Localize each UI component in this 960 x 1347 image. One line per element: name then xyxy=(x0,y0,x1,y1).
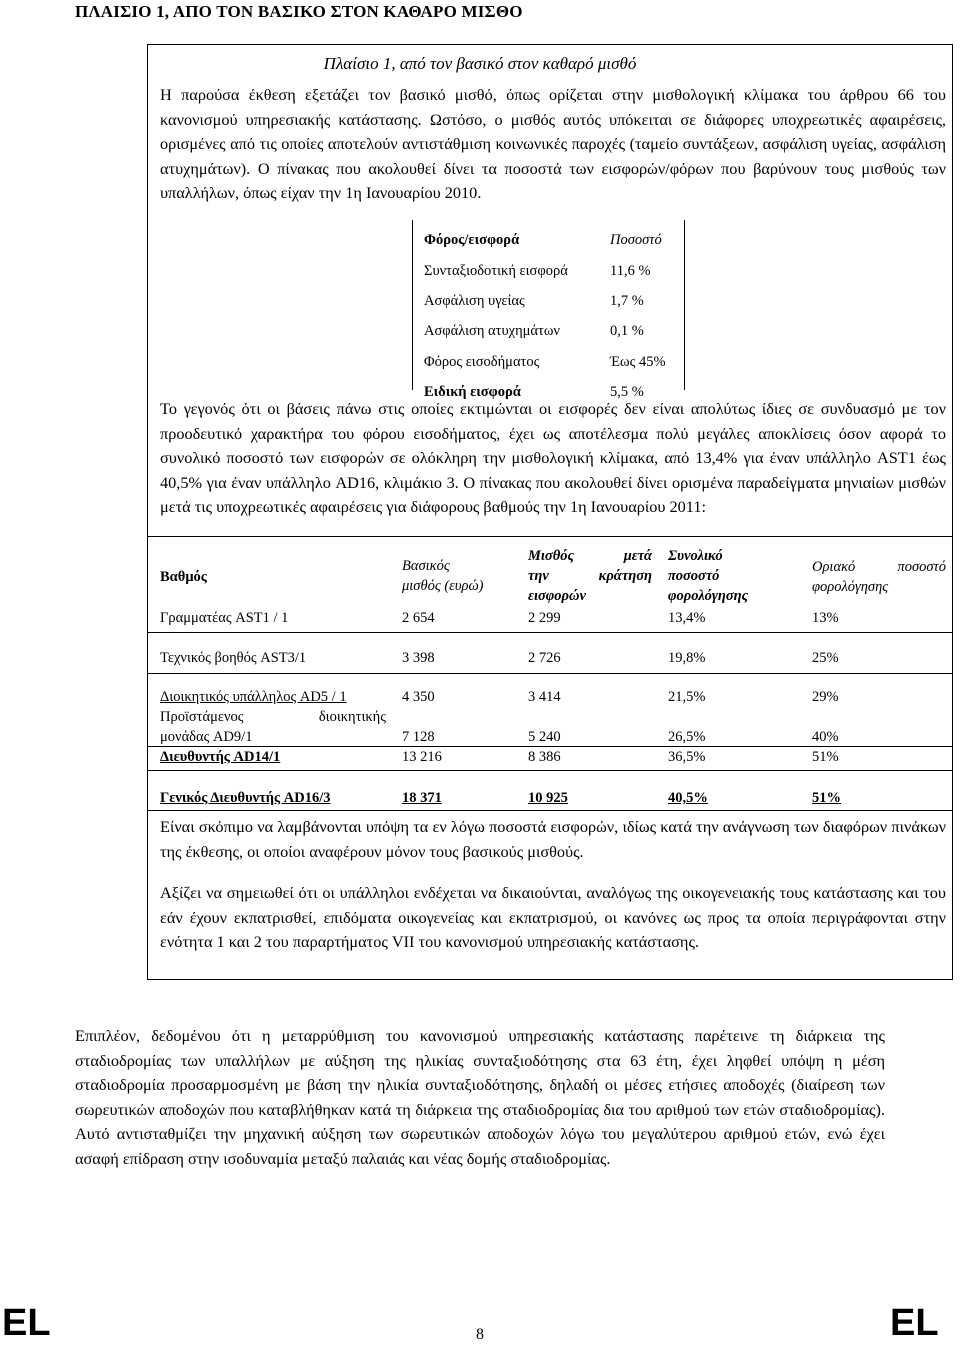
contrib-header-tax: Φόρος/εισφορά xyxy=(424,232,520,248)
contrib-table-right-border xyxy=(684,220,685,390)
contrib-row-name: Συνταξιοδοτική εισφορά xyxy=(424,263,568,279)
salary-row-total: 36,5% xyxy=(668,749,706,765)
box-paragraph-2: Το γεγονός ότι οι βάσεις πάνω στις οποίες εκτιμώνται οι εισφορές δεν είναι απολύτως ίδιες σε συνδυασμό με τον προοδευτικό χαρακτήρα του φόρου εισοδήματος, έχει ως αποτέλεσμα πολύ μεγάλες αποκλίσεις όσον αφορά το συνολικό ποσοστό των εισφορών σε ολόκληρη την μισθολογική κλίμακα, από 13,4% για έναν υπάλληλο AST1 έως 40,5% για έναν υπάλληλο AD16, κλιμάκιο 3. Ο πίνακας που ακολουθεί δίνει ορισμένα παραδείγματα μηνιαίων μισθών μετά τις υποχρεωτικές αφαιρέσεις για διάφορους βαθμούς την 1η Ιανουαρίου 2011: xyxy=(160,399,946,516)
salary-row-basic: 18 371 xyxy=(402,790,442,806)
salary-row-net: 8 386 xyxy=(528,749,561,765)
salary-row-basic: 4 350 xyxy=(402,689,435,705)
contrib-row-value: Έως 45% xyxy=(610,354,666,370)
salary-row-marginal: 13% xyxy=(812,610,839,626)
contrib-row-name: Ειδική εισφορά xyxy=(424,384,521,400)
salary-row-total: 13,4% xyxy=(668,610,706,626)
salary-row-total: 19,8% xyxy=(668,650,706,666)
salary-table-top-rule xyxy=(147,536,953,537)
box-paragraph-1: Η παρούσα έκθεση εξετάζει τον βασικό μισθό, όπως ορίζεται στην μισθολογική κλίμακα του άρθρου 66 του κανονισμού υπηρεσιακής κατάστασης. Ωστόσο, ο μισθός αυτός υπόκειται σε διάφορες υποχρεωτικές αφαιρέσεις, ορισμένες από τις οποίες αποτελούν αντιστάθμιση κοινωνικές παροχές (ταμείο συντάξεων, ασφάλιση υγείας, ασφάλιση ατυχημάτων). Ο πίνακας που ακολουθεί δίνει τα ποσοστά των εισφορών/φόρων που βαρύνουν τους μισθούς των υπαλλήλων, όπως είχαν την 1η Ιανουαρίου 2010. xyxy=(160,85,946,202)
contrib-row-name: Φόρος εισοδήματος xyxy=(424,354,540,370)
contrib-row-value: 5,5 % xyxy=(610,384,644,400)
contrib-row-value: 0,1 % xyxy=(610,323,644,339)
salary-row-basic: 7 128 xyxy=(402,729,435,745)
body-paragraph: Επιπλέον, δεδομένου ότι η μεταρρύθμιση του κανονισμού υπηρεσιακής κατάστασης παρέτεινε τη διάρκεια της σταδιοδρομίας των υπαλλήλων με αύξηση της ηλικίας συνταξιοδότησης στα 63 έτη, έχει ληφθεί υπόψη η μέση σταδιοδρομία προσαρμοσμένη με βάση την ηλικία συνταξιοδότησης, δηλαδή οι μέσες ετήσιες αποδοχές (διαίρεση των σωρευτικών αποδοχών που καταβλήθηκαν κατά τη διάρκεια της σταδιοδρομίας δια του αριθμού των ετών σταδιοδρομίας). Αυτό αντισταθμίζει την μηχανική αύξηση των σωρευτικών αποδοχών λόγω του μεγαλύτερου αριθμού ετών, ενώ έχει ασαφή επίδραση στην ισοδυναμία μεταξύ παλαιάς και νέας δομής σταδιοδρομίας. xyxy=(75,1026,885,1168)
salary-row-marginal: 29% xyxy=(812,689,839,705)
salary-row-marginal: 25% xyxy=(812,650,839,666)
contrib-table-left-border xyxy=(412,220,413,390)
footer-language-right: EL xyxy=(890,1302,939,1344)
salary-row-total: 26,5% xyxy=(668,729,706,745)
salary-header-total: Συνολικό ποσοστό φορολόγησης xyxy=(668,548,749,604)
salary-row-basic: 2 654 xyxy=(402,610,435,626)
salary-row-net: 10 925 xyxy=(528,790,568,806)
page-heading: ΠΛΑΙΣΙΟ 1, ΑΠΟ ΤΟΝ ΒΑΣΙΚΟ ΣΤΟΝ ΚΑΘΑΡΟ ΜΙΣΘΟ xyxy=(75,2,523,21)
salary-row-net: 5 240 xyxy=(528,729,561,745)
salary-row-rule xyxy=(147,770,953,771)
box-title: Πλαίσιο 1, από τον βασικό στον καθαρό μισθό xyxy=(323,54,637,73)
box-paragraph-4: Αξίζει να σημειωθεί ότι οι υπάλληλοι ενδέχεται να δικαιούνται, αναλόγως της οικογενειακής τους κατάστασης και του εάν έχουν εκπατρισθεί, επιδόματα οικογενείας και εκπατρισμού, οι κανόνες ως προς τα οποία περιγράφονται στην ενότητα 1 και 2 του παραρτήματος VII του κανονισμού υπηρεσιακής κατάστασης. xyxy=(160,883,946,951)
salary-row-grade: Γραμματέας AST1 / 1 xyxy=(160,610,289,626)
footer-language-left: EL xyxy=(2,1302,51,1344)
salary-row-basic: 3 398 xyxy=(402,650,435,666)
contrib-row-name: Ασφάλιση υγείας xyxy=(424,293,525,309)
contrib-row-name: Ασφάλιση ατυχημάτων xyxy=(424,323,560,339)
contrib-row-value: 11,6 % xyxy=(610,263,651,279)
salary-header-net: Μισθός μετά την κράτηση εισφορών xyxy=(528,548,652,604)
salary-row-marginal: 51% xyxy=(812,790,841,806)
salary-row-marginal: 51% xyxy=(812,749,839,765)
box-paragraph-3: Είναι σκόπιμο να λαμβάνονται υπόψη τα εν λόγω ποσοστά εισφορών, ιδίως κατά την ανάγνωση των διαφόρων πινάκων της έκθεσης, οι οποίοι αναφέρουν μόνον τους βασικούς μισθούς. xyxy=(160,817,946,861)
page-number: 8 xyxy=(476,1326,484,1343)
salary-row-grade: Διοικητικός υπάλληλος AD5 / 1 xyxy=(160,689,347,705)
salary-row-grade: Προϊστάμενος διοικητικής μονάδας AD9/1 xyxy=(160,709,386,745)
salary-row-basic: 13 216 xyxy=(402,749,442,765)
salary-row-grade: Τεχνικός βοηθός AST3/1 xyxy=(160,650,307,666)
salary-header-basic: Βασικός μισθός (ευρώ) xyxy=(402,558,484,594)
salary-row-net: 2 299 xyxy=(528,610,561,626)
contrib-header-rate: Ποσοστό xyxy=(610,232,662,248)
salary-row-rule xyxy=(147,632,953,633)
salary-row-net: 3 414 xyxy=(528,689,561,705)
salary-row-net: 2 726 xyxy=(528,650,561,666)
salary-row-grade: Γενικός Διευθυντής AD16/3 xyxy=(160,790,331,806)
contrib-row-value: 1,7 % xyxy=(610,293,644,309)
salary-header-marginal: Οριακό ποσοστό φορολόγησης xyxy=(812,559,946,595)
salary-row-total: 40,5% xyxy=(668,790,708,806)
salary-row-rule xyxy=(147,673,953,674)
salary-row-total: 21,5% xyxy=(668,689,706,705)
salary-row-grade: Διευθυντής AD14/1 xyxy=(160,749,281,765)
salary-row-marginal: 40% xyxy=(812,729,839,745)
salary-header-grade: Βαθμός xyxy=(160,569,207,585)
salary-table-bottom-rule xyxy=(147,810,953,811)
